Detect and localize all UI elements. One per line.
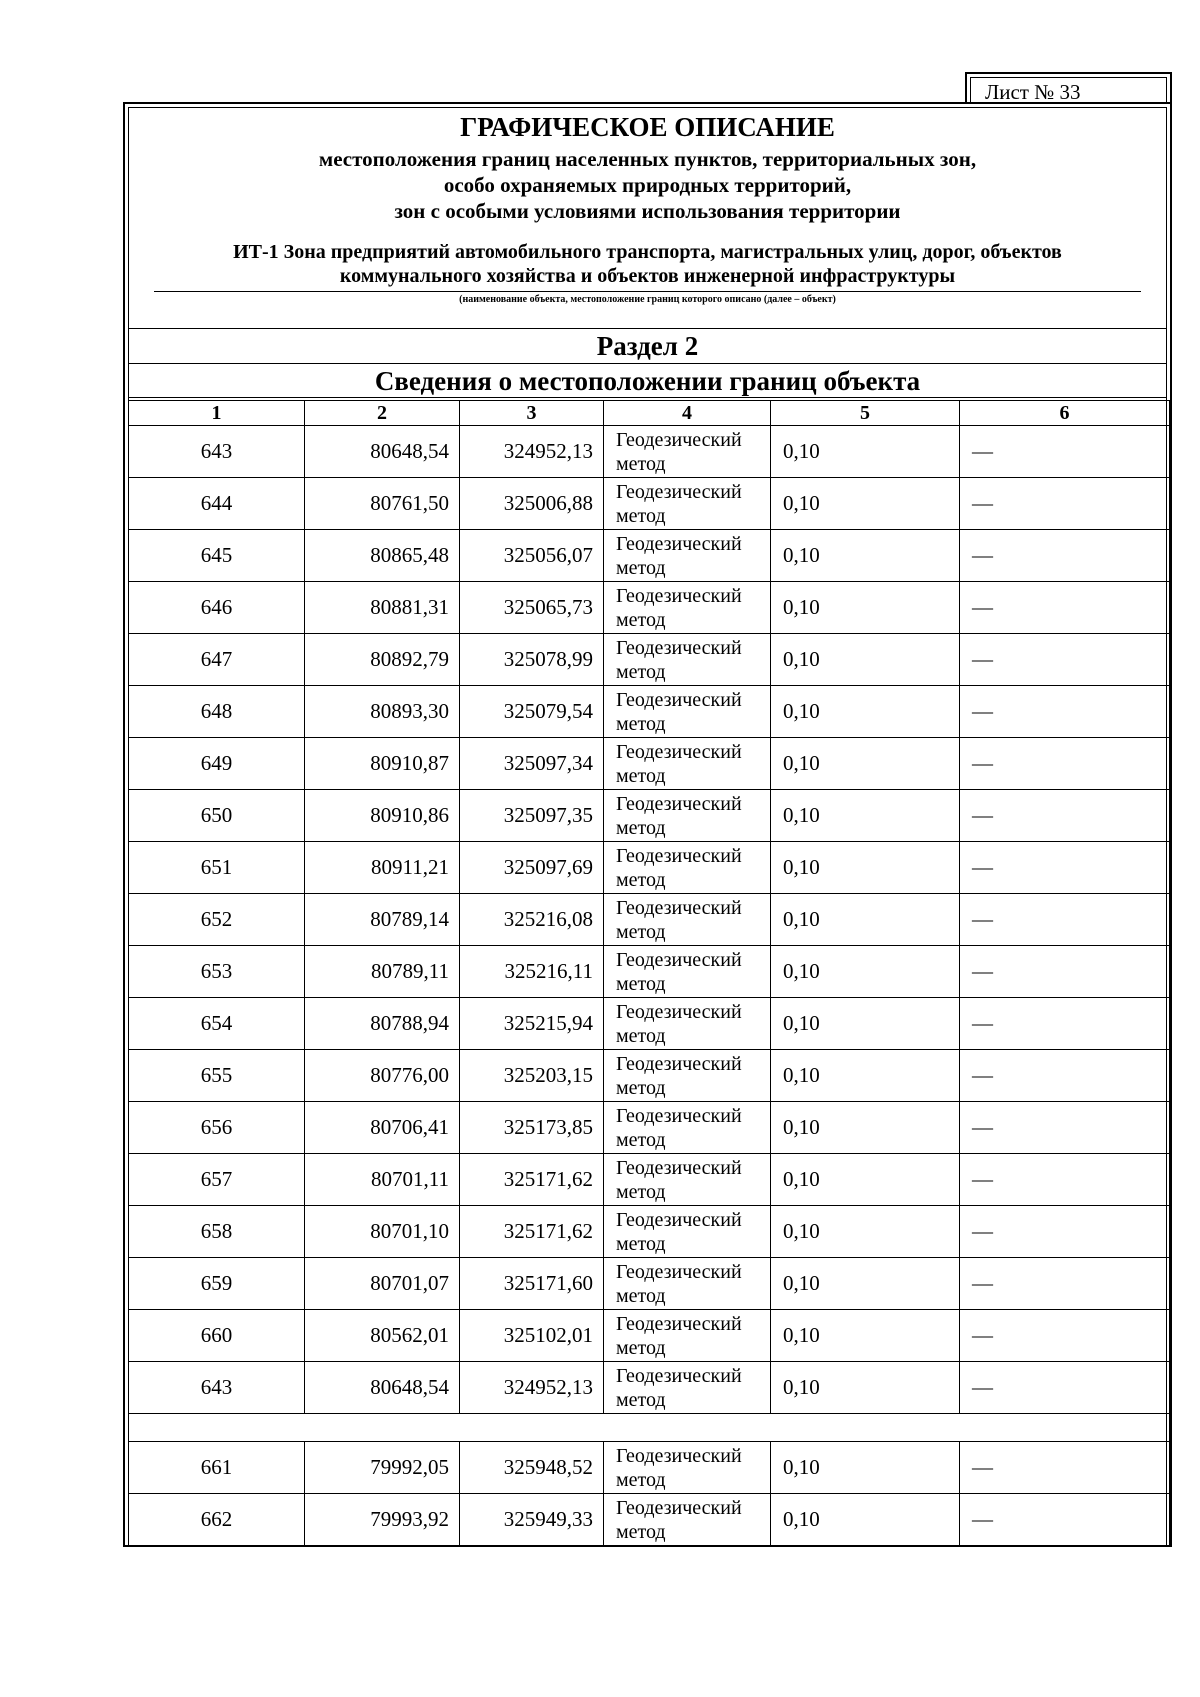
y-coordinate-cell: 325006,88 — [460, 478, 604, 530]
accuracy-cell: 0,10 — [771, 998, 960, 1050]
point-number-cell: 649 — [129, 738, 305, 790]
method-cell: Геодезический метод — [604, 530, 771, 582]
y-coordinate-cell: 325173,85 — [460, 1102, 604, 1154]
method-cell: Геодезический метод — [604, 842, 771, 894]
y-coordinate-cell: 325203,15 — [460, 1050, 604, 1102]
document-frame-inner — [128, 107, 1167, 1545]
y-coordinate-cell: 325216,08 — [460, 894, 604, 946]
accuracy-cell: 0,10 — [771, 738, 960, 790]
method-cell: Геодезический метод — [604, 582, 771, 634]
accuracy-cell: 0,10 — [771, 478, 960, 530]
y-coordinate-cell: 325097,35 — [460, 790, 604, 842]
description-cell: — — [960, 790, 1170, 842]
x-coordinate-cell: 80701,11 — [305, 1154, 460, 1206]
y-coordinate-cell: 324952,13 — [460, 1362, 604, 1414]
y-coordinate-cell: 325948,52 — [460, 1442, 604, 1494]
description-cell: — — [960, 1102, 1170, 1154]
x-coordinate-cell: 79992,05 — [305, 1442, 460, 1494]
method-cell: Геодезический метод — [604, 1102, 771, 1154]
table-row — [129, 1362, 1170, 1414]
x-coordinate-cell: 80761,50 — [305, 478, 460, 530]
y-coordinate-cell: 325079,54 — [460, 686, 604, 738]
table-row — [129, 1050, 1170, 1102]
x-coordinate-cell: 80789,11 — [305, 946, 460, 998]
column-header: 6 — [960, 401, 1170, 426]
table-row — [129, 1442, 1170, 1494]
accuracy-cell: 0,10 — [771, 842, 960, 894]
point-number-cell: 660 — [129, 1310, 305, 1362]
description-cell: — — [960, 1258, 1170, 1310]
y-coordinate-cell: 325171,62 — [460, 1206, 604, 1258]
point-number-cell: 659 — [129, 1258, 305, 1310]
description-cell: — — [960, 1494, 1170, 1546]
document-title: ГРАФИЧЕСКОЕ ОПИСАНИЕ — [460, 112, 835, 142]
method-cell: Геодезический метод — [604, 790, 771, 842]
description-cell: — — [960, 946, 1170, 998]
accuracy-cell: 0,10 — [771, 894, 960, 946]
description-cell: — — [960, 1442, 1170, 1494]
method-cell: Геодезический метод — [604, 634, 771, 686]
x-coordinate-cell: 80865,48 — [305, 530, 460, 582]
subtitle-line: местоположения границ населенных пунктов, территориальных зон, — [318, 147, 977, 171]
object-name-line: коммунального хозяйства и объектов инженерной инфраструктуры — [339, 265, 956, 287]
column-header: 2 — [305, 401, 460, 426]
section-title: Сведения о местоположении границ объекта — [374, 366, 921, 396]
description-cell: — — [960, 582, 1170, 634]
column-header: 1 — [129, 401, 305, 426]
point-number-cell: 656 — [129, 1102, 305, 1154]
point-number-cell: 652 — [129, 894, 305, 946]
accuracy-cell: 0,10 — [771, 582, 960, 634]
method-cell: Геодезический метод — [604, 1206, 771, 1258]
point-number-cell: 650 — [129, 790, 305, 842]
x-coordinate-cell: 80706,41 — [305, 1102, 460, 1154]
y-coordinate-cell: 325215,94 — [460, 998, 604, 1050]
y-coordinate-cell: 324952,13 — [460, 426, 604, 478]
accuracy-cell: 0,10 — [771, 790, 960, 842]
method-cell: Геодезический метод — [604, 1494, 771, 1546]
table-row — [129, 894, 1170, 946]
accuracy-cell: 0,10 — [771, 1362, 960, 1414]
y-coordinate-cell: 325171,60 — [460, 1258, 604, 1310]
point-number-cell: 651 — [129, 842, 305, 894]
table-header-row — [129, 401, 1170, 426]
table-row — [129, 478, 1170, 530]
x-coordinate-cell: 80648,54 — [305, 426, 460, 478]
x-coordinate-cell: 80892,79 — [305, 634, 460, 686]
y-coordinate-cell: 325078,99 — [460, 634, 604, 686]
table-row — [129, 634, 1170, 686]
accuracy-cell: 0,10 — [771, 946, 960, 998]
accuracy-cell: 0,10 — [771, 426, 960, 478]
x-coordinate-cell: 80788,94 — [305, 998, 460, 1050]
x-coordinate-cell: 79993,92 — [305, 1494, 460, 1546]
x-coordinate-cell: 80911,21 — [305, 842, 460, 894]
table-row — [129, 1494, 1170, 1546]
accuracy-cell: 0,10 — [771, 1442, 960, 1494]
sheet-number-box — [965, 72, 1172, 102]
method-cell: Геодезический метод — [604, 1310, 771, 1362]
accuracy-cell: 0,10 — [771, 1310, 960, 1362]
point-number-cell: 655 — [129, 1050, 305, 1102]
object-name-line: ИТ-1 Зона предприятий автомобильного транспорта, магистральных улиц, дорог, объектов — [233, 241, 1062, 263]
method-cell: Геодезический метод — [604, 738, 771, 790]
document-frame — [123, 102, 1172, 1547]
table-row — [129, 738, 1170, 790]
table-row — [129, 1258, 1170, 1310]
x-coordinate-cell: 80776,00 — [305, 1050, 460, 1102]
y-coordinate-cell: 325097,69 — [460, 842, 604, 894]
subtitle-line: особо охраняемых природных территорий, — [443, 173, 852, 197]
method-cell: Геодезический метод — [604, 686, 771, 738]
sheet-number: Лист № 33 — [985, 80, 1081, 104]
y-coordinate-cell: 325102,01 — [460, 1310, 604, 1362]
point-number-cell: 653 — [129, 946, 305, 998]
method-cell: Геодезический метод — [604, 478, 771, 530]
contour-separator-row — [129, 1414, 1170, 1442]
table-row — [129, 946, 1170, 998]
table-row — [129, 1310, 1170, 1362]
point-number-cell: 657 — [129, 1154, 305, 1206]
y-coordinate-cell: 325056,07 — [460, 530, 604, 582]
table-row — [129, 582, 1170, 634]
accuracy-cell: 0,10 — [771, 686, 960, 738]
coordinates-table — [128, 400, 1170, 1546]
description-cell: — — [960, 738, 1170, 790]
description-cell: — — [960, 998, 1170, 1050]
table-body — [129, 426, 1170, 1546]
description-cell: — — [960, 894, 1170, 946]
method-cell: Геодезический метод — [604, 1362, 771, 1414]
description-cell: — — [960, 478, 1170, 530]
y-coordinate-cell: 325171,62 — [460, 1154, 604, 1206]
x-coordinate-cell: 80910,87 — [305, 738, 460, 790]
accuracy-cell: 0,10 — [771, 1494, 960, 1546]
method-cell: Геодезический метод — [604, 998, 771, 1050]
description-cell: — — [960, 634, 1170, 686]
point-number-cell: 643 — [129, 1362, 305, 1414]
x-coordinate-cell: 80910,86 — [305, 790, 460, 842]
method-cell: Геодезический метод — [604, 946, 771, 998]
point-number-cell: 658 — [129, 1206, 305, 1258]
table-row — [129, 790, 1170, 842]
column-header: 3 — [460, 401, 604, 426]
accuracy-cell: 0,10 — [771, 1154, 960, 1206]
column-header: 4 — [604, 401, 771, 426]
method-cell: Геодезический метод — [604, 894, 771, 946]
point-number-cell: 646 — [129, 582, 305, 634]
object-caption: (наименование объекта, местоположение границ которого описано (далее – объект) — [459, 294, 836, 305]
description-cell: — — [960, 1154, 1170, 1206]
section-divider — [129, 328, 1166, 329]
point-number-cell: 647 — [129, 634, 305, 686]
x-coordinate-cell: 80562,01 — [305, 1310, 460, 1362]
y-coordinate-cell: 325065,73 — [460, 582, 604, 634]
sheet-number-inner-border — [970, 77, 1167, 102]
table-row — [129, 686, 1170, 738]
table-row — [129, 1154, 1170, 1206]
x-coordinate-cell: 80789,14 — [305, 894, 460, 946]
method-cell: Геодезический метод — [604, 1050, 771, 1102]
point-number-cell: 645 — [129, 530, 305, 582]
description-cell: — — [960, 1310, 1170, 1362]
description-cell: — — [960, 426, 1170, 478]
description-cell: — — [960, 1362, 1170, 1414]
point-number-cell: 654 — [129, 998, 305, 1050]
description-cell: — — [960, 686, 1170, 738]
table-row — [129, 1102, 1170, 1154]
table-row — [129, 998, 1170, 1050]
method-cell: Геодезический метод — [604, 1442, 771, 1494]
section-number: Раздел 2 — [596, 331, 699, 361]
y-coordinate-cell: 325216,11 — [460, 946, 604, 998]
description-cell: — — [960, 1050, 1170, 1102]
description-cell: — — [960, 1206, 1170, 1258]
x-coordinate-cell: 80893,30 — [305, 686, 460, 738]
method-cell: Геодезический метод — [604, 1258, 771, 1310]
accuracy-cell: 0,10 — [771, 1258, 960, 1310]
method-cell: Геодезический метод — [604, 1154, 771, 1206]
subtitle-line: зон с особыми условиями использования территории — [394, 199, 901, 223]
point-number-cell: 661 — [129, 1442, 305, 1494]
accuracy-cell: 0,10 — [771, 1206, 960, 1258]
x-coordinate-cell: 80648,54 — [305, 1362, 460, 1414]
table-row — [129, 842, 1170, 894]
point-number-cell: 662 — [129, 1494, 305, 1546]
table-row — [129, 426, 1170, 478]
method-cell: Геодезический метод — [604, 426, 771, 478]
x-coordinate-cell: 80701,07 — [305, 1258, 460, 1310]
accuracy-cell: 0,10 — [771, 634, 960, 686]
point-number-cell: 643 — [129, 426, 305, 478]
section-divider — [129, 397, 1166, 398]
description-cell: — — [960, 530, 1170, 582]
object-name — [129, 240, 1166, 288]
object-underline — [154, 291, 1141, 292]
x-coordinate-cell: 80701,10 — [305, 1206, 460, 1258]
description-cell: — — [960, 842, 1170, 894]
x-coordinate-cell: 80881,31 — [305, 582, 460, 634]
contour-separator-cell — [129, 1414, 1170, 1442]
y-coordinate-cell: 325097,34 — [460, 738, 604, 790]
y-coordinate-cell: 325949,33 — [460, 1494, 604, 1546]
table-row — [129, 1206, 1170, 1258]
section-divider — [129, 363, 1166, 364]
column-header: 5 — [771, 401, 960, 426]
accuracy-cell: 0,10 — [771, 1102, 960, 1154]
accuracy-cell: 0,10 — [771, 530, 960, 582]
accuracy-cell: 0,10 — [771, 1050, 960, 1102]
point-number-cell: 644 — [129, 478, 305, 530]
point-number-cell: 648 — [129, 686, 305, 738]
table-row — [129, 530, 1170, 582]
document-subtitle — [129, 146, 1166, 224]
